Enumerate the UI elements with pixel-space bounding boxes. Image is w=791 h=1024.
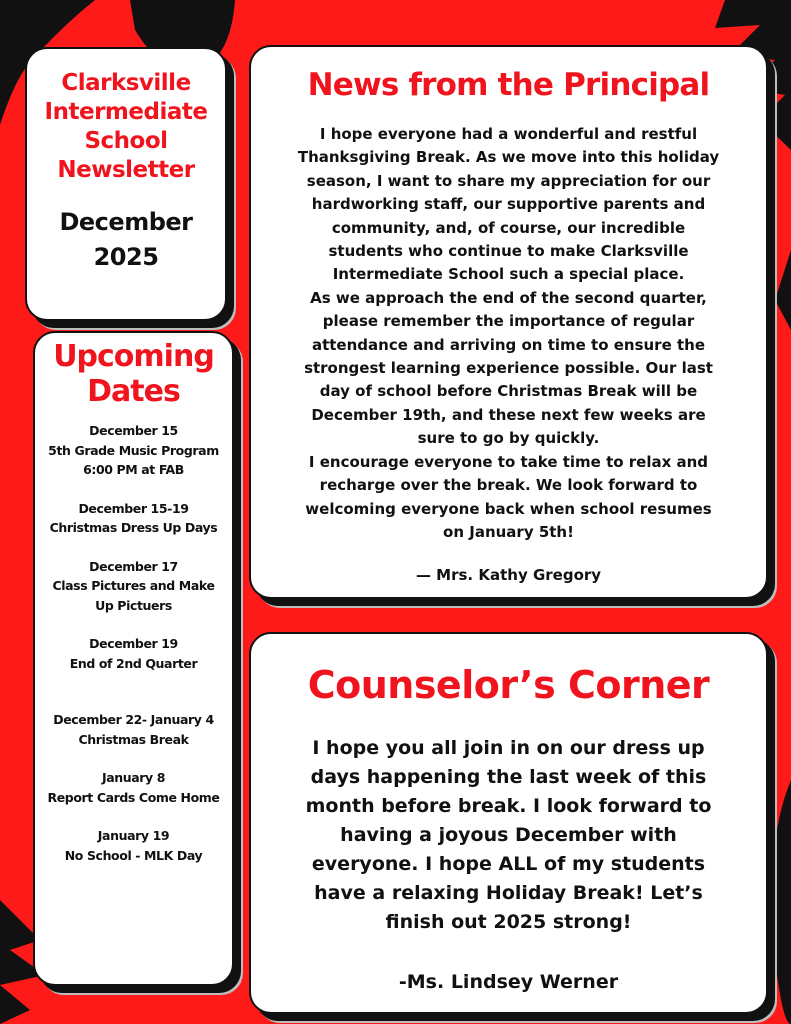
message-line: strongest learning experience possible. Our last <box>304 359 713 378</box>
heading-line: Upcoming <box>53 339 214 374</box>
message-line: hardworking staff, our supportive parents and <box>311 195 706 214</box>
decor-blob-bottom-right <box>771 780 791 1024</box>
principal-signature: — Mrs. Kathy Gregory <box>415 566 602 585</box>
message-line: I hope you all join in on our dress up <box>312 737 705 759</box>
event-date: January 19 <box>97 828 170 843</box>
message-line: finish out 2025 strong! <box>385 911 632 933</box>
decor-blob-right <box>775 250 791 330</box>
event-list <box>35 421 232 865</box>
message-line: day of school before Christmas Break will be <box>319 382 698 401</box>
title-line: Newsletter <box>57 157 195 183</box>
event-date: December 17 <box>89 558 178 574</box>
event-detail: Report Cards Come Home <box>47 789 220 805</box>
message-line: Thanksgiving Break. As we move into this holiday <box>297 148 720 167</box>
event-item <box>35 499 232 538</box>
message-line: recharge over the break. We look forward to <box>319 476 698 495</box>
message-line: everyone. I hope ALL of my students <box>311 853 706 875</box>
newsletter-date <box>27 205 225 275</box>
upcoming-dates-heading <box>35 339 232 409</box>
message-line: students who continue to make Clarksville <box>328 242 689 261</box>
principal-heading: News from the Principal <box>307 67 710 103</box>
event-date: December 15 <box>89 423 178 438</box>
heading-line: Dates <box>87 374 180 409</box>
message-line: attendance and arriving on time to ensure the <box>311 335 706 354</box>
newsletter-title-card <box>25 47 227 321</box>
event-date: January 8 <box>101 770 166 785</box>
principal-message <box>257 123 760 544</box>
event-detail: End of 2nd Quarter <box>69 655 198 671</box>
title-line: Intermediate <box>44 99 208 125</box>
message-line: month before break. I look forward to <box>305 795 712 817</box>
message-line: community, and, of course, our incredible <box>331 218 686 237</box>
event-detail: Class Pictures and Make <box>52 578 215 593</box>
event-item <box>35 557 232 616</box>
event-item <box>35 768 232 807</box>
event-date: December 22- January 4 <box>53 712 214 727</box>
event-detail: No School - MLK Day <box>64 847 203 863</box>
principal-news-card <box>249 45 768 599</box>
event-detail: 5th Grade Music Program <box>48 442 219 458</box>
upcoming-dates-card <box>33 331 234 986</box>
message-line: December 19th, and these next few weeks are <box>311 405 706 424</box>
message-line: sure to go by quickly. <box>417 429 600 448</box>
message-line: having a joyous December with <box>340 824 677 846</box>
event-detail: Christmas Break <box>78 731 189 747</box>
date-month: December <box>59 208 193 236</box>
message-line: season, I want to share my appreciation for our <box>306 171 711 190</box>
event-item <box>35 421 232 480</box>
message-line: I encourage everyone to take time to relax and <box>308 452 709 471</box>
message-line: please remember the importance of regular <box>322 312 695 331</box>
message-line: welcoming everyone back when school resumes <box>305 499 712 518</box>
counselor-heading: Counselor’s Corner <box>307 663 710 707</box>
event-date: December 19 <box>89 636 178 651</box>
message-line: As we approach the end of the second quarter, <box>310 288 707 307</box>
counselor-signature: -Ms. Lindsey Werner <box>398 971 619 993</box>
event-date: December 15-19 <box>78 500 189 516</box>
newsletter-title <box>33 69 219 185</box>
event-item <box>35 826 232 865</box>
event-item <box>35 710 232 749</box>
message-line: I hope everyone had a wonderful and restful <box>319 125 698 143</box>
message-line: have a relaxing Holiday Break! Let’s <box>314 882 703 904</box>
title-line: Clarksville <box>61 70 191 96</box>
message-line: on January 5th! <box>443 522 574 541</box>
title-line: School <box>84 128 168 154</box>
event-detail: Christmas Dress Up Days <box>49 520 218 535</box>
counselor-corner-card <box>249 632 768 1014</box>
event-detail: 6:00 PM at FAB <box>83 462 184 477</box>
date-year: 2025 <box>93 243 159 271</box>
message-line: Intermediate School such a special place. <box>332 265 685 284</box>
message-line: days happening the last week of this <box>310 766 707 788</box>
event-item <box>35 634 232 673</box>
counselor-message <box>255 734 762 937</box>
event-detail: Up Pictuers <box>95 597 172 613</box>
